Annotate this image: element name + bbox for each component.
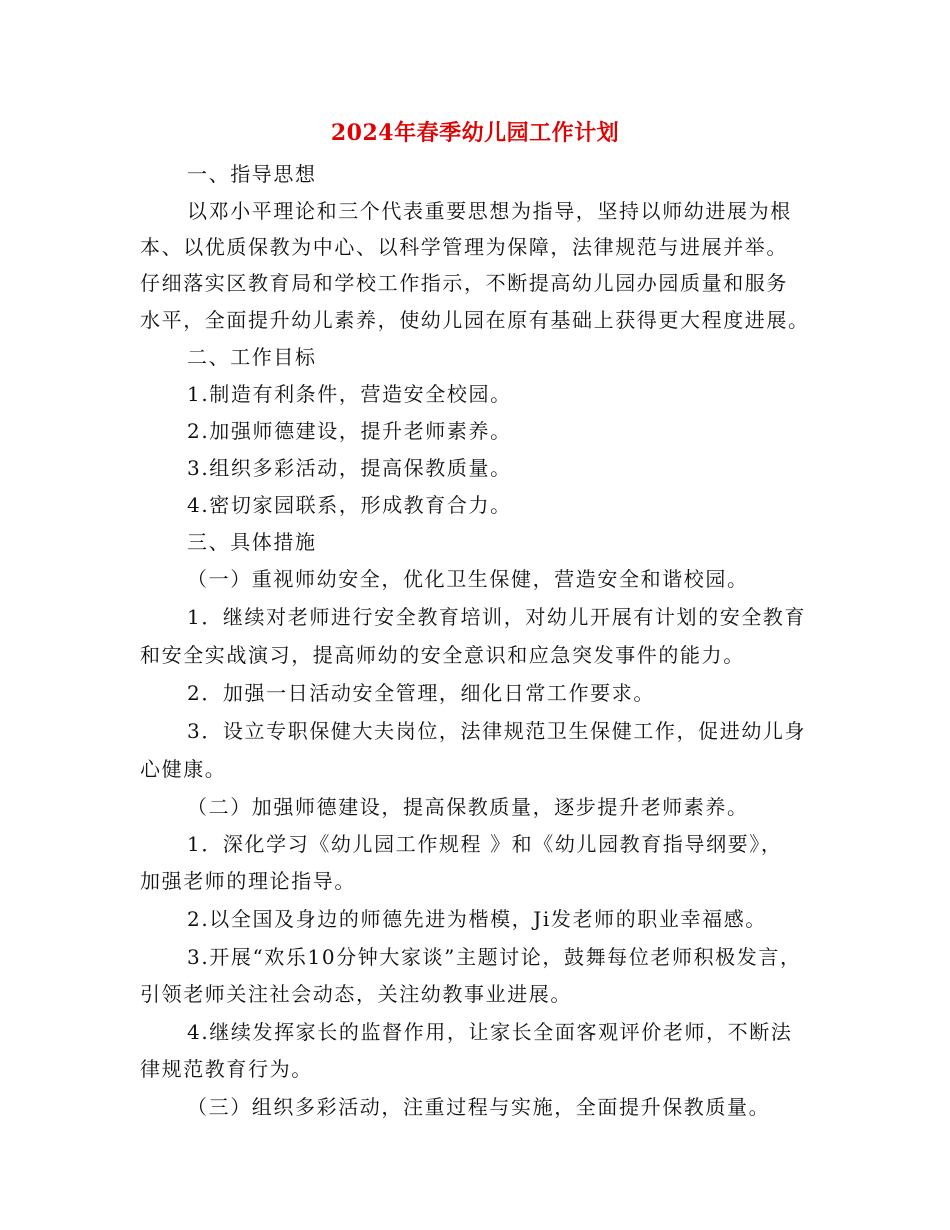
goal-item: 3.组织多彩活动，提高保教质量。	[187, 456, 512, 480]
paragraph-line: 2.以全国及身边的师德先进为楷模，Ji发老师的职业幸福感。	[187, 907, 767, 931]
subheading-safety: （一）重视师幼安全，优化卫生保健，营造安全和谐校园。	[187, 567, 749, 591]
heading-specific-measures: 三、具体措施	[187, 530, 317, 554]
paragraph-line: 1．深化学习《幼儿园工作规程 》和《幼儿园教育指导纲要》，	[187, 832, 783, 856]
goal-item: 4.密切家园联系，形成教育合力。	[187, 493, 512, 517]
subheading-ethics: （二）加强师德建设，提高保教质量，逐步提升老师素养。	[187, 795, 749, 819]
heading-guiding-thought: 一、指导思想	[187, 162, 317, 186]
heading-work-goals: 二、工作目标	[187, 345, 317, 369]
goal-item: 1.制造有利条件，营造安全校园。	[187, 382, 512, 406]
paragraph-line: 1．继续对老师进行安全教育培训，对幼儿开展有计划的安全教育	[187, 605, 807, 629]
paragraph-line: 3．设立专职保健大夫岗位，法律规范卫生保健工作，促进幼儿身	[187, 719, 807, 743]
paragraph-line: 4.继续发挥家长的监督作用，让家长全面客观评价老师，不断法	[187, 1020, 793, 1044]
paragraph-line: 律规范教育行为。	[140, 1057, 313, 1081]
paragraph-line: 2．加强一日活动安全管理，细化日常工作要求。	[187, 681, 655, 705]
goal-item: 2.加强师德建设，提升老师素养。	[187, 419, 512, 443]
paragraph-line: 仔细落实区教育局和学校工作指示，不断提高幼儿园办园质量和服务	[140, 271, 788, 295]
paragraph-line: 心健康。	[140, 757, 227, 781]
subheading-activities: （三）组织多彩活动，注重过程与实施，全面提升保教质量。	[187, 1095, 771, 1119]
document-title: 2024年春季幼儿园工作计划	[330, 120, 620, 146]
paragraph-line: 水平，全面提升幼儿素养，使幼儿园在原有基础上获得更大程度进展。	[140, 308, 810, 332]
paragraph-line: 和安全实战演习，提高师幼的安全意识和应急突发事件的能力。	[140, 643, 745, 667]
paragraph-line: 3.开展“欢乐10分钟大家谈”主题讨论，鼓舞每位老师积极发言，	[187, 945, 802, 969]
paragraph-line: 以邓小平理论和三个代表重要思想为指导，坚持以师幼进展为根	[187, 199, 792, 223]
paragraph-line: 本、以优质保教为中心、以科学管理为保障，法律规范与进展并举。	[140, 235, 788, 259]
paragraph-line: 引领老师关注社会动态，关注幼教事业进展。	[140, 982, 572, 1006]
paragraph-line: 加强老师的理论指导。	[140, 869, 356, 893]
